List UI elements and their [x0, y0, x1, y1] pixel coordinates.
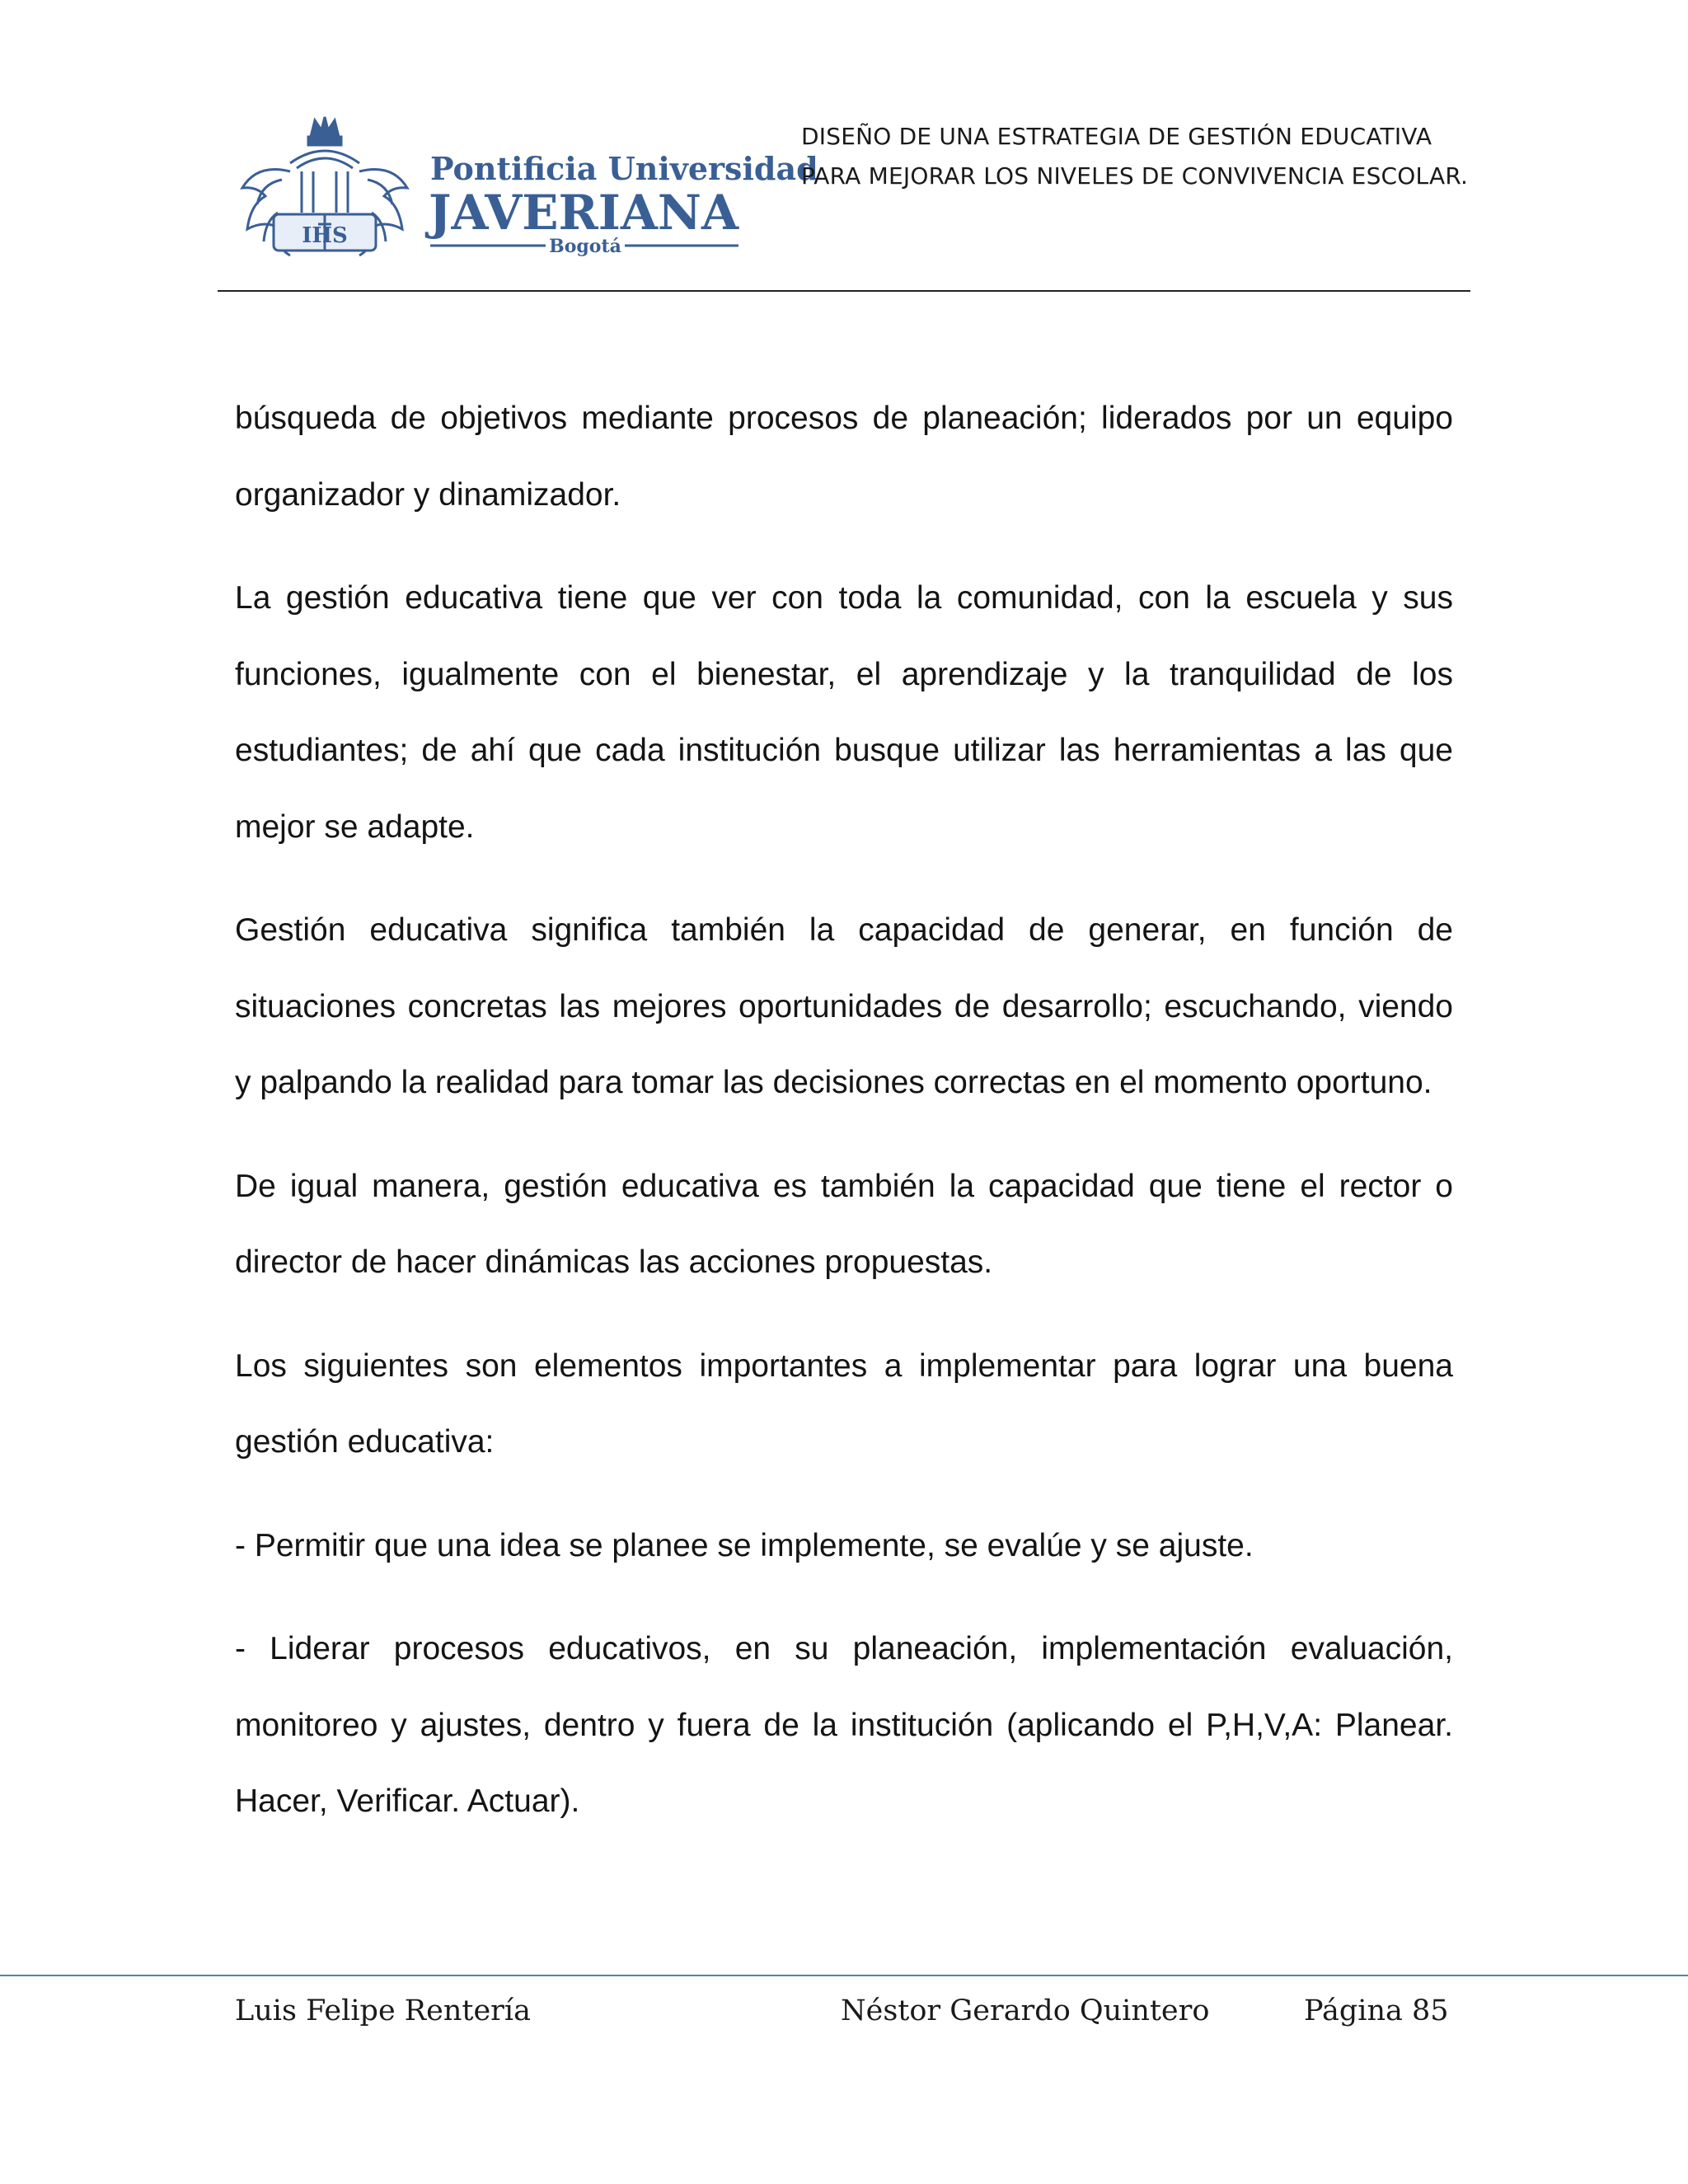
list-item: - Permitir que una idea se planee se implemente, se evalúe y se ajuste. [235, 1527, 1254, 1563]
footer-author-1: Luis Felipe Rentería [235, 1994, 531, 2027]
logo-line2: JAVERIANA [424, 185, 739, 241]
header-divider [218, 290, 1470, 292]
document-title [801, 117, 1477, 196]
document-title-line2: PARA MEJORAR LOS NIVELES DE CONVIVENCIA ESCOLAR. [801, 162, 1469, 190]
list-item: - Liderar procesos educativos, en su planeación, implementación evaluación, monitoreo y ajustes, dentro y fuera de la institución (aplicando el P,H,V,A: Planear. Hacer, Verificar. Actuar). [235, 1631, 1453, 1819]
footer-author-2: Néstor Gerardo Quintero [841, 1994, 1210, 2027]
page-footer [0, 1994, 1688, 2044]
paragraph: Los siguientes son elementos importantes a implementar para lograr una buena gestión educativa: [235, 1347, 1453, 1460]
crest-text: IHS [302, 223, 348, 248]
university-logo [232, 114, 818, 262]
paragraph: La gestión educativa tiene que ver con toda la comunidad, con la escuela y sus funciones, igualmente con el bienestar, el aprendizaje y la tranquilidad de los estudiantes; de ahí que cada institución busque utilizar las herramientas a las que mejor se adapte. [235, 580, 1453, 845]
footer-divider [0, 1975, 1688, 1976]
page-number: Página 85 [1304, 1994, 1449, 2027]
paragraph: Gestión educativa significa también la capacidad de generar, en función de situaciones concretas las mejores oportunidades de desarrollo; escuchando, viendo y palpando la realidad para tomar las decisiones correctas en el momento oportuno. [235, 912, 1453, 1100]
document-title-line1: DISEÑO DE UNA ESTRATEGIA DE GESTIÓN EDUCATIVA [801, 123, 1432, 150]
paragraph: De igual manera, gestión educativa es también la capacidad que tiene el rector o director de hacer dinámicas las acciones propuestas. [235, 1168, 1453, 1280]
paragraph: búsqueda de objetivos mediante procesos de planeación; liderados por un equipo organizador y dinamizador. [235, 401, 1453, 513]
body-content [235, 381, 1453, 1868]
logo-line1: Pontificia Universidad [430, 150, 818, 187]
logo-line3: Bogotá [549, 236, 621, 257]
